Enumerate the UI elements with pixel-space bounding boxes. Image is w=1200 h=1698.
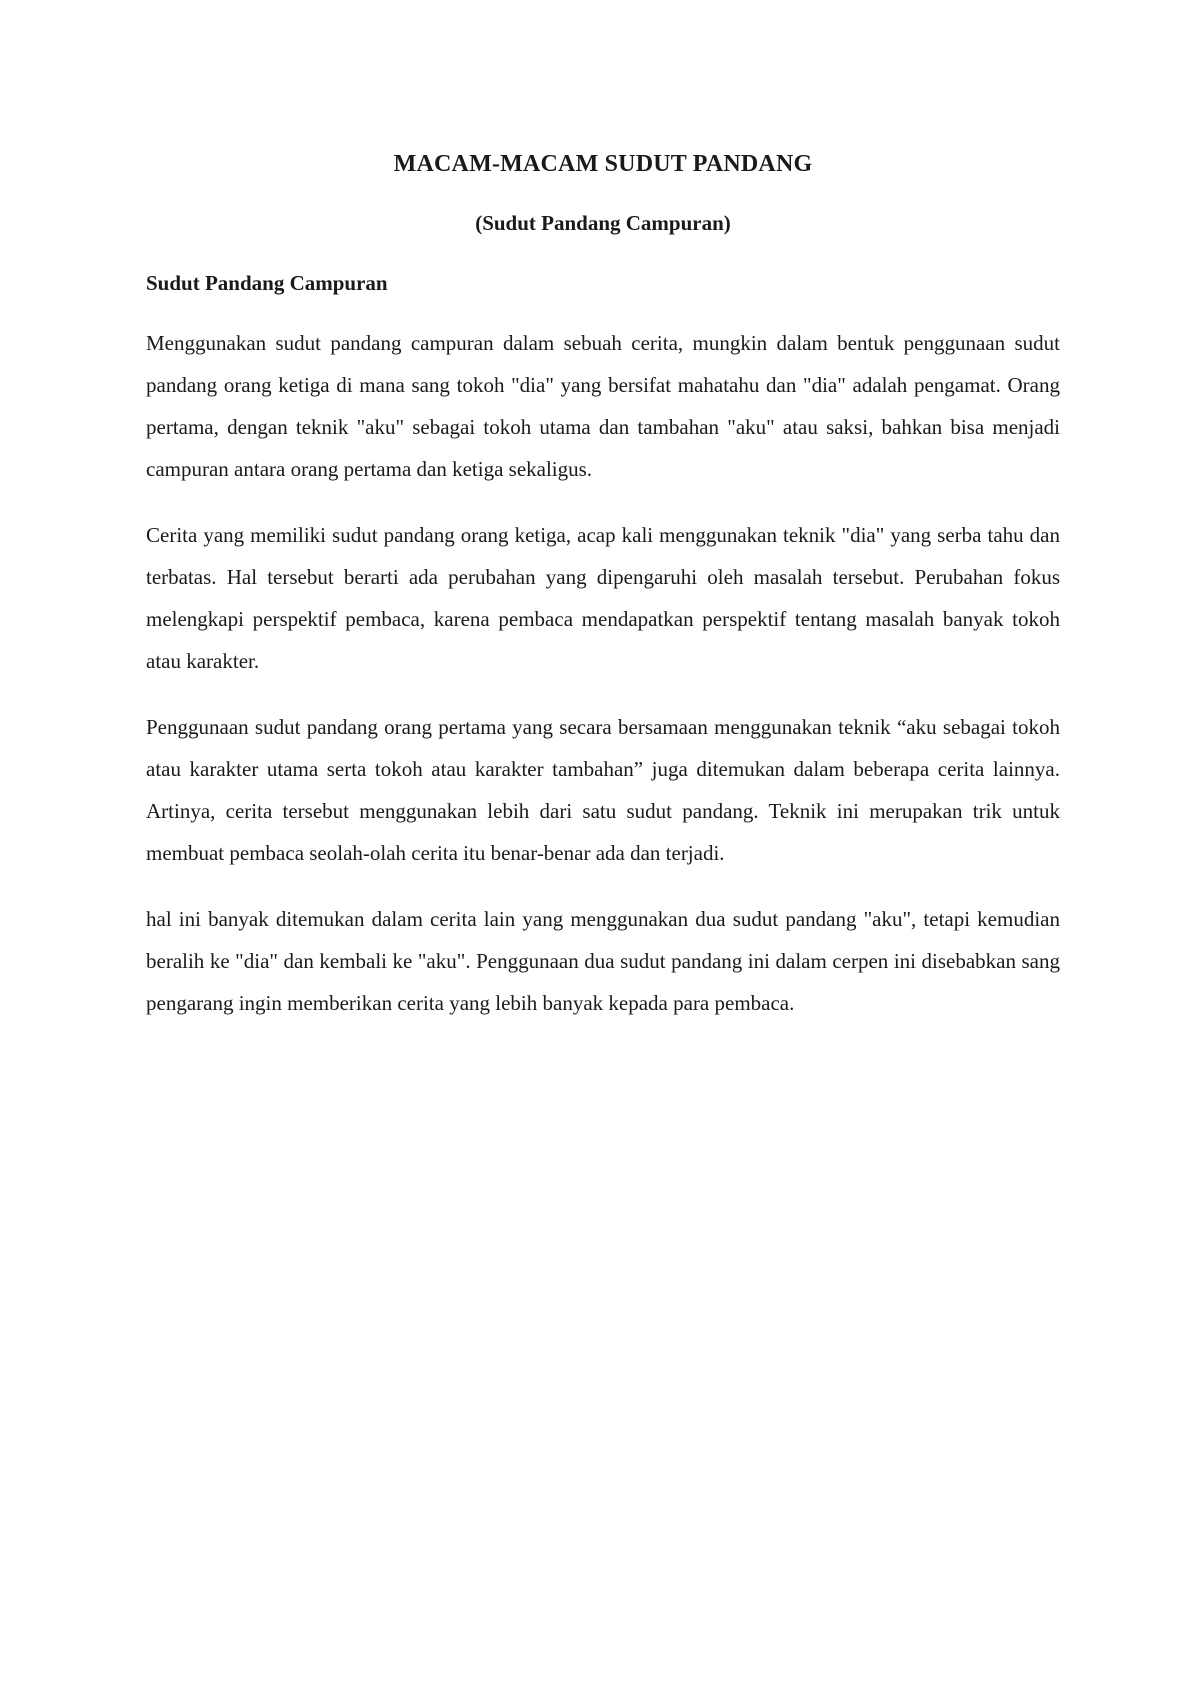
document-body: [146, 148, 1060, 1024]
document-subtitle: (Sudut Pandang Campuran): [475, 211, 731, 235]
paragraph-4: hal ini banyak ditemukan dalam cerita lain yang menggunakan dua sudut pandang "aku", tetapi kemudian beralih ke "dia" dan kembali ke "aku". Penggunaan dua sudut pandang ini dalam cerpen ini disebabkan sang pengarang ingin memberikan cerita yang lebih banyak kepada para pembaca.: [146, 907, 1060, 1015]
paragraph-2: Cerita yang memiliki sudut pandang orang ketiga, acap kali menggunakan teknik "dia" yang serba tahu dan terbatas. Hal tersebut berarti ada perubahan yang dipengaruhi oleh masalah tersebut. Perubahan fokus melengkapi perspektif pembaca, karena pembaca mendapatkan perspektif tentang masalah banyak tokoh atau karakter.: [146, 523, 1060, 673]
paragraph-1: Menggunakan sudut pandang campuran dalam sebuah cerita, mungkin dalam bentuk penggunaan sudut pandang orang ketiga di mana sang tokoh "dia" yang bersifat mahatahu dan "dia" adalah pengamat. Orang pertama, dengan teknik "aku" sebagai tokoh utama dan tambahan "aku" atau saksi, bahkan bisa menjadi campuran antara orang pertama dan ketiga sekaligus.: [146, 331, 1060, 481]
paragraph-3: Penggunaan sudut pandang orang pertama yang secara bersamaan menggunakan teknik “aku sebagai tokoh atau karakter utama serta tokoh atau karakter tambahan” juga ditemukan dalam beberapa cerita lainnya. Artinya, cerita tersebut menggunakan lebih dari satu sudut pandang. Teknik ini merupakan trik untuk membuat pembaca seolah-olah cerita itu benar-benar ada dan terjadi.: [146, 715, 1060, 865]
document-title: MACAM-MACAM SUDUT PANDANG: [393, 151, 813, 177]
section-heading: Sudut Pandang Campuran: [146, 271, 388, 295]
